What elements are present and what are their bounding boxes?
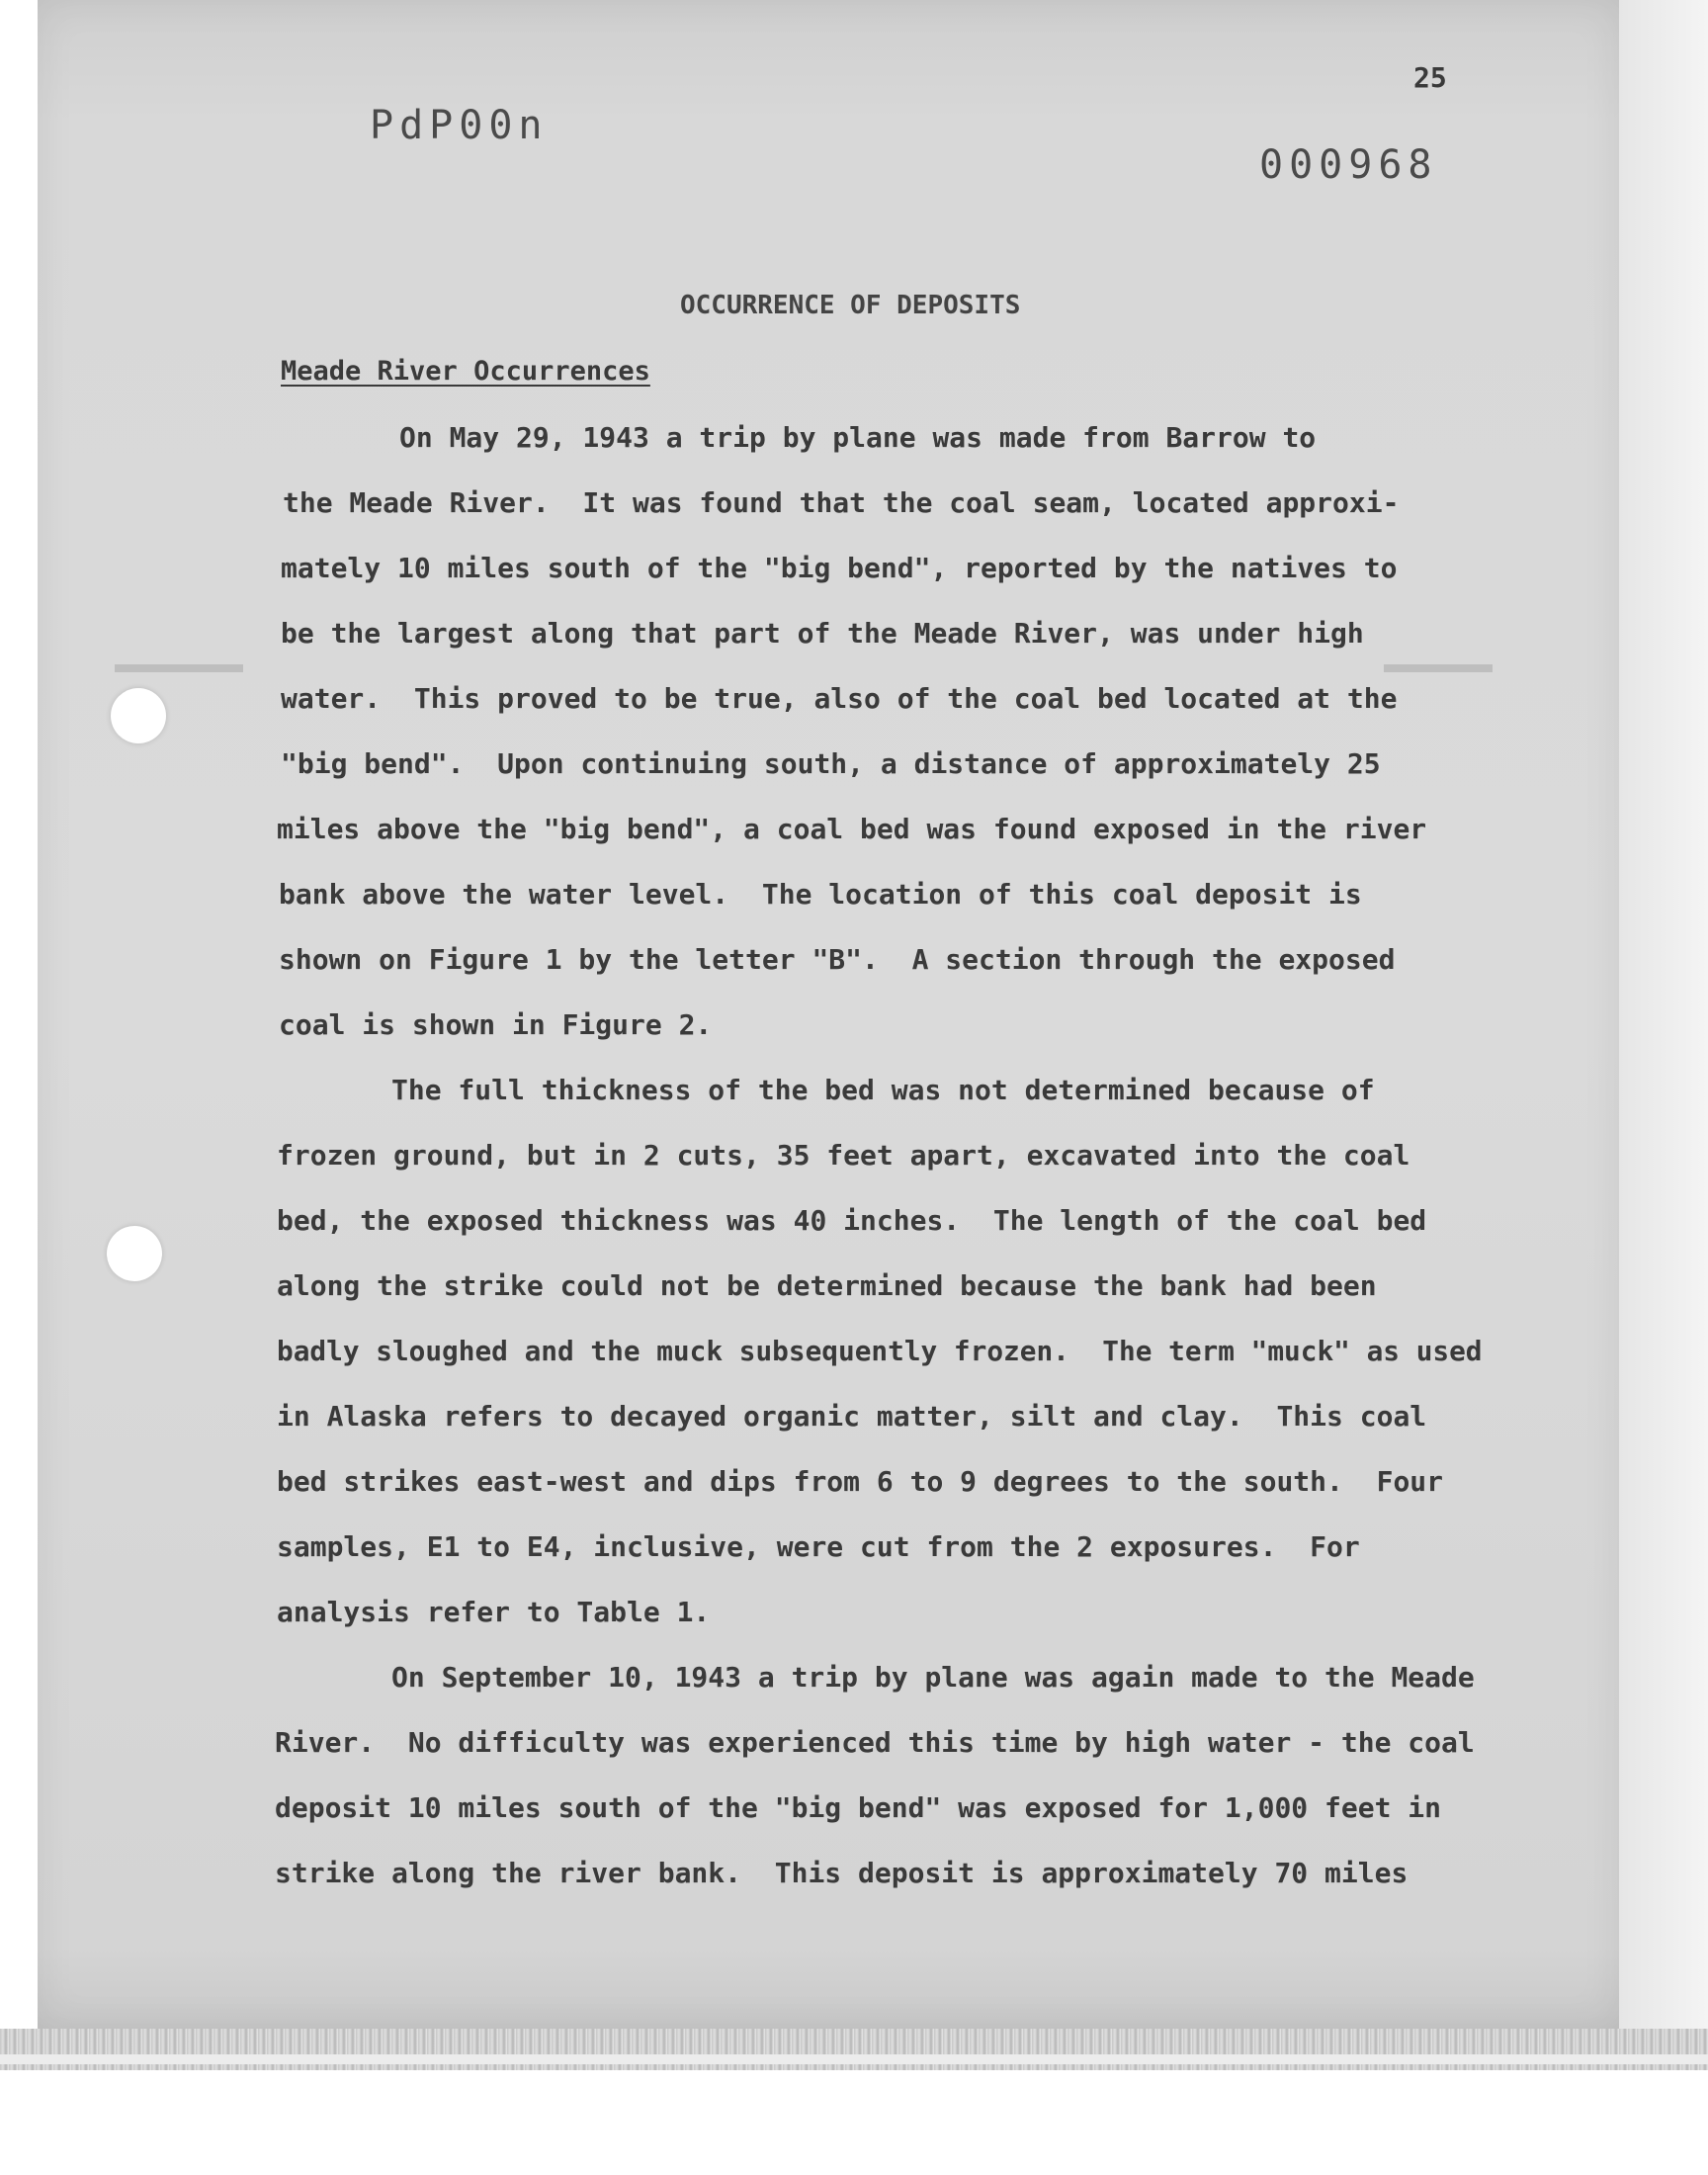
body-line: On May 29, 1943 a trip by plane was made from Barrow to [399,421,1317,454]
body-line: the Meade River. It was found that the coal seam, located approxi- [283,486,1400,519]
body-line: frozen ground, but in 2 cuts, 35 feet apart, excavated into the coal [277,1139,1410,1172]
punch-hole-lower [107,1226,162,1281]
body-line: be the largest along that part of the Meade River, was under high [281,617,1364,650]
body-line: along the strike could not be determined because the bank had been [277,1269,1377,1302]
section-subheading: Meade River Occurrences [281,356,650,387]
body-line: in Alaska refers to decayed organic matter, silt and clay. This coal [277,1400,1427,1433]
body-line: "big bend". Upon continuing south, a distance of approximately 25 [281,747,1381,780]
body-line: analysis refer to Table 1. [277,1596,711,1628]
body-line: water. This proved to be true, also of the coal bed located at the [281,682,1398,715]
punch-hole-upper [111,688,166,743]
scan-bottom-band-light [0,2054,1708,2064]
section-heading: OCCURRENCE OF DEPOSITS [680,291,1021,320]
body-line: coal is shown in Figure 2. [279,1008,713,1041]
body-line: River. No difficulty was experienced this time by high water - the coal [275,1726,1475,1759]
body-line: deposit 10 miles south of the "big bend" was exposed for 1,000 feet in [275,1791,1442,1824]
body-line: bank above the water level. The location of this coal deposit is [279,878,1362,911]
body-line: badly sloughed and the muck subsequently frozen. The term "muck" as used [277,1335,1483,1367]
body-line: bed, the exposed thickness was 40 inches. The length of the coal bed [277,1204,1427,1237]
body-line: samples, E1 to E4, inclusive, were cut from the 2 exposures. For [277,1530,1360,1563]
page-number: 25 [1413,61,1447,94]
body-line: miles above the "big bend", a coal bed was found exposed in the river [277,813,1427,845]
faint-mark-right [1384,664,1493,672]
scan-edge-strip [1619,0,1708,2029]
body-line: mately 10 miles south of the "big bend", reported by the natives to [281,552,1398,584]
faint-mark-left [115,664,243,672]
body-line: On September 10, 1943 a trip by plane was again made to the Meade [391,1661,1475,1694]
body-line: bed strikes east-west and dips from 6 to 9 degrees to the south. Four [277,1465,1444,1498]
stamp-left: PdP00n [370,103,549,148]
body-line: The full thickness of the bed was not determined because of [391,1074,1375,1106]
body-line: shown on Figure 1 by the letter "B". A section through the exposed [279,943,1396,976]
stamp-right: 000968 [1259,142,1438,188]
body-line: strike along the river bank. This deposit is approximately 70 miles [275,1857,1409,1889]
